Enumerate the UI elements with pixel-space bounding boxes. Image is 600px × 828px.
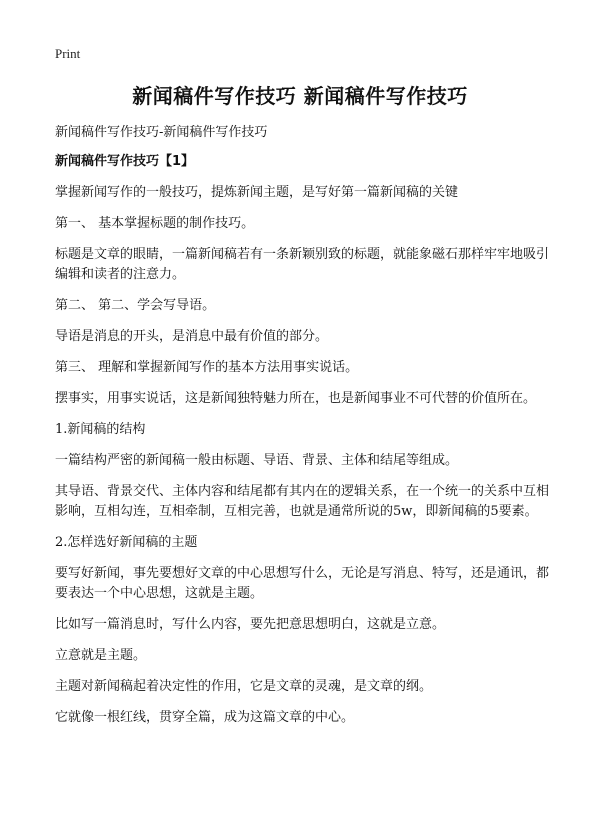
paragraph-point-3: 第三、 理解和掌握新闻写作的基本方法用事实说话。 (55, 360, 359, 375)
paragraph-theme-role: 主题对新闻稿起着决定性的作用，它是文章的灵魂，是文章的纲。 (55, 679, 433, 694)
print-label: Print (55, 46, 81, 61)
paragraph-point-2: 第二、 第二、学会写导语。 (55, 298, 216, 313)
paragraph-theme-intro: 要写好新闻，事先要想好文章的中心思想写什么，无论是写消息、特写，还是通讯，都要表达一个中心思想，这就是主题。 (55, 566, 550, 601)
paragraph-theme-definition: 立意就是主题。 (55, 648, 147, 663)
document-body (55, 152, 550, 739)
paragraph-structure-heading: 1.新闻稿的结构 (55, 422, 146, 437)
paragraph-facts: 摆事实，用事实说话，这是新闻独特魅力所在，也是新闻事业不可代替的价值所在。 (55, 391, 537, 406)
paragraph-theme-idea: 比如写一篇消息时，写什么内容，要先把意思想明白，这就是立意。 (55, 617, 446, 632)
paragraph-point-1: 第一、 基本掌握标题的制作技巧。 (55, 216, 255, 231)
paragraph-title-importance: 标题是文章的眼睛，一篇新闻稿若有一条新颖别致的标题，就能象磁石那样牢牢地吸引编辑和读者的注意力。 (55, 247, 550, 282)
paragraph-theme-heading: 2.怎样选好新闻稿的主题 (55, 535, 198, 550)
document-title: 新闻稿件写作技巧 新闻稿件写作技巧 (132, 84, 468, 108)
document-subtitle: 新闻稿件写作技巧-新闻稿件写作技巧 (55, 125, 268, 140)
paragraph-intro: 掌握新闻写作的一般技巧，提炼新闻主题，是写好第一篇新闻稿的关键 (55, 185, 459, 200)
paragraph-theme-thread: 它就像一根红线，贯穿全篇，成为这篇文章的中心。 (55, 710, 355, 725)
section-heading: 新闻稿件写作技巧【1】 (55, 154, 195, 169)
paragraph-structure-logic: 其导语、背景交代、主体内容和结尾都有其内在的逻辑关系，在一个统一的关系中互相影响，互相勾连，互相牵制，互相完善，也就是通常所说的5w，即新闻稿的5要素。 (55, 484, 550, 519)
paragraph-structure-parts: 一篇结构严密的新闻稿一般由标题、导语、背景、主体和结尾等组成。 (55, 453, 459, 468)
paragraph-lead-definition: 导语是消息的开头，是消息中最有价值的部分。 (55, 329, 329, 344)
